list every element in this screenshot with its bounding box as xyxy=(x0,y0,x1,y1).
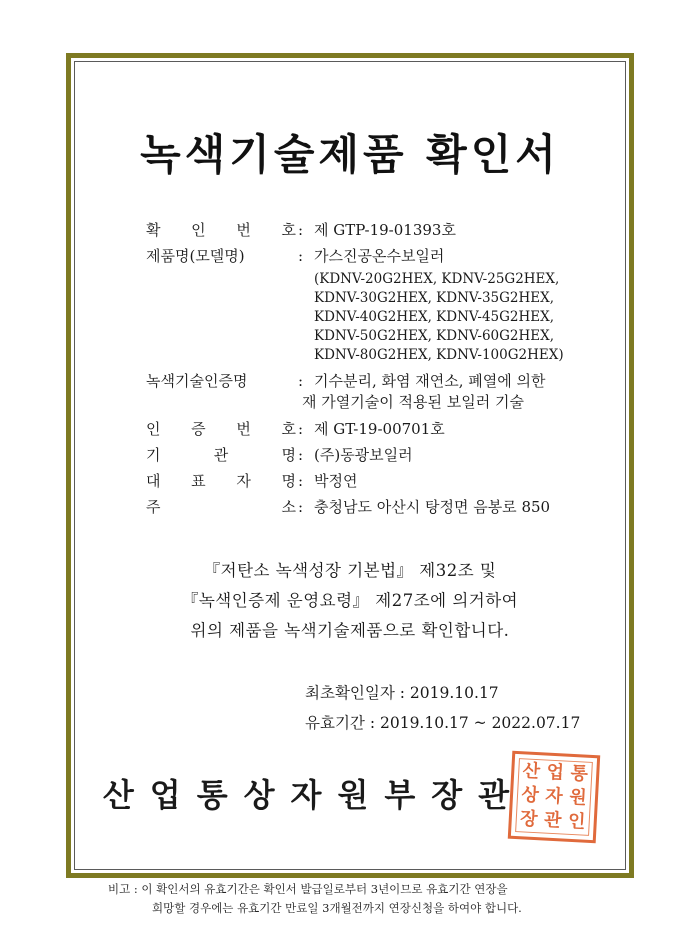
field-confirm-number xyxy=(146,220,616,246)
model-list xyxy=(314,270,616,365)
field-label: 녹색기술인증명 xyxy=(146,372,248,390)
footnote xyxy=(108,880,608,918)
footnote-line: 희망할 경우에는 유효기간 만료일 3개월전까지 연장신청을 하여야 합니다. xyxy=(152,901,522,915)
issuer-name: 산업통상자원부장관 xyxy=(102,776,526,814)
field-value: 박정연 xyxy=(314,472,358,490)
legal-statement xyxy=(74,556,626,646)
field-label: 주 소 xyxy=(146,498,296,516)
field-cert-number xyxy=(146,419,616,445)
field-label: 확 인 번 호 xyxy=(146,221,296,239)
field-value: 제 GT-19-00701호 xyxy=(314,420,445,438)
field-label: 인 증 번 호 xyxy=(146,420,296,438)
field-address xyxy=(146,497,616,523)
field-label: 기 관 명 xyxy=(146,446,296,464)
date-block xyxy=(305,678,580,738)
field-value: 기수분리, 화염 재연소, 폐열에 의한 재 가열기술이 적용된 보일러 기술 xyxy=(302,372,546,411)
field-value: (주)동광보일러 xyxy=(314,446,413,464)
validity-period: 유효기간 : 2019.10.17 ~ 2022.07.17 xyxy=(305,714,581,732)
field-value: 제 GTP-19-01393호 xyxy=(314,221,456,239)
statement-line: 위의 제품을 녹색기술제품으로 확인합니다. xyxy=(190,621,510,640)
colon: : xyxy=(298,221,304,239)
statement-line: 『저탄소 녹색성장 기본법』 제32조 및 xyxy=(203,561,497,580)
certificate-fields xyxy=(146,220,616,523)
official-seal-stamp: 산 업 통 상 자 원 장 관 인 xyxy=(508,751,600,843)
model-line: KDNV-40G2HEX, KDNV-45G2HEX, xyxy=(314,309,555,325)
colon: : xyxy=(298,498,304,516)
certificate-title: 녹색기술제품 확인서 xyxy=(140,130,560,179)
field-value: 가스진공온수보일러 xyxy=(314,247,445,265)
colon: : xyxy=(298,420,304,438)
field-value: 충청남도 아산시 탕정면 음봉로 850 xyxy=(314,498,551,516)
colon: : xyxy=(298,372,304,390)
colon: : xyxy=(298,247,304,265)
field-organization xyxy=(146,445,616,471)
colon: : xyxy=(298,446,304,464)
first-confirm-date: 최초확인일자 : 2019.10.17 xyxy=(305,684,499,702)
field-product xyxy=(146,246,616,270)
statement-line: 『녹색인증제 운영요령』 제27조에 의거하여 xyxy=(181,591,519,610)
model-line: KDNV-80G2HEX, KDNV-100G2HEX) xyxy=(314,347,564,363)
field-representative xyxy=(146,471,616,497)
footnote-line: 비고 : 이 확인서의 유효기간은 확인서 발급일로부터 3년이므로 유효기간 연장을 xyxy=(108,882,508,896)
colon: : xyxy=(298,472,304,490)
field-label: 제품명(모델명) xyxy=(146,247,245,265)
field-label: 대 표 자 명 xyxy=(146,472,296,490)
model-line: KDNV-50G2HEX, KDNV-60G2HEX, xyxy=(314,328,555,344)
model-line: (KDNV-20G2HEX, KDNV-25G2HEX, xyxy=(314,271,560,287)
field-green-tech-name xyxy=(146,371,616,419)
model-line: KDNV-30G2HEX, KDNV-35G2HEX, xyxy=(314,290,555,306)
